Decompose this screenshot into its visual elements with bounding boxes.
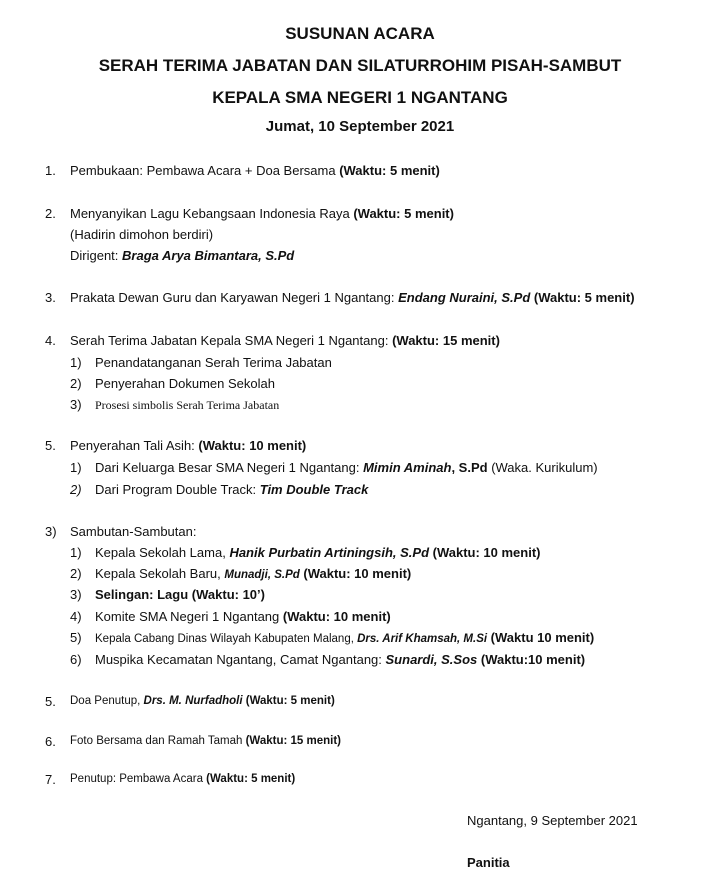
sublist-number: 4) (70, 609, 82, 624)
list-item: Prakata Dewan Guru dan Karyawan Negeri 1 Ngantang: Endang Nuraini, S.Pd (Waktu: 5 menit) (70, 290, 635, 305)
sublist-item: Kepala Sekolah Lama, Hanik Purbatin Artiningsih, S.Pd (Waktu: 10 menit) (95, 545, 541, 560)
sublist-number: 3) (70, 397, 82, 412)
sublist-number: 6) (70, 652, 82, 667)
sublist-item: Dari Program Double Track: Tim Double Track (95, 482, 369, 497)
page-title-1: SUSUNAN ACARA (285, 24, 435, 43)
sublist-item: Kepala Sekolah Baru, Munadji, S.Pd (Waktu: 10 menit) (95, 566, 412, 581)
list-item: Foto Bersama dan Ramah Tamah (Waktu: 15 menit) (70, 735, 341, 747)
sublist-item: Prosesi simbolis Serah Terima Jabatan (95, 398, 280, 412)
list-number: 5. (45, 694, 56, 709)
page-date: Jumat, 10 September 2021 (265, 118, 455, 135)
list-item: Serah Terima Jabatan Kepala SMA Negeri 1 Ngantang: (Waktu: 15 menit) (70, 333, 500, 348)
sublist-item: Selingan: Lagu (Waktu: 10’) (95, 587, 265, 602)
sublist-number: 1) (70, 460, 82, 475)
list-note: Dirigent: Braga Arya Bimantara, S.Pd (70, 248, 295, 263)
list-item: Sambutan-Sambutan: (70, 524, 197, 539)
list-item: Penyerahan Tali Asih: (Waktu: 10 menit) (70, 438, 307, 453)
page-title-3: KEPALA SMA NEGERI 1 NGANTANG (212, 88, 508, 107)
list-note: (Hadirin dimohon berdiri) (70, 227, 214, 242)
sublist-item: Kepala Cabang Dinas Wilayah Kabupaten Malang, Drs. Arif Khamsah, M.Si (Waktu 10 menit) (95, 630, 595, 645)
sublist-item: Muspika Kecamatan Ngantang, Camat Ngantang: Sunardi, S.Sos (Waktu:10 menit) (95, 652, 586, 667)
list-item: Pembukaan: Pembawa Acara + Doa Bersama (Waktu: 5 menit) (70, 163, 440, 178)
list-item: Penutup: Pembawa Acara (Waktu: 5 menit) (70, 773, 296, 785)
sublist-number: 5) (70, 630, 82, 645)
sublist-item: Komite SMA Negeri 1 Ngantang (Waktu: 10 menit) (95, 609, 391, 624)
sublist-number: 1) (70, 355, 82, 370)
list-item: Menyanyikan Lagu Kebangsaan Indonesia Raya (Waktu: 5 menit) (70, 206, 454, 221)
list-item: Doa Penutup, Drs. M. Nurfadholi (Waktu: 5 menit) (70, 695, 335, 707)
sublist-number: 3) (70, 587, 82, 602)
list-number: 5. (45, 438, 56, 453)
list-number: 2. (45, 206, 56, 221)
sublist-item: Dari Keluarga Besar SMA Negeri 1 Ngantang: Mimin Aminah, S.Pd (Waka. Kurikulum) (95, 460, 598, 475)
signature-place-date: Ngantang, 9 September 2021 (467, 813, 638, 828)
sublist-number: 2) (70, 482, 82, 497)
list-number: 4. (45, 333, 56, 348)
sublist-number: 1) (70, 545, 82, 560)
list-number: 3) (45, 524, 57, 539)
sublist-item: Penandatanganan Serah Terima Jabatan (95, 355, 332, 370)
list-number: 3. (45, 290, 56, 305)
sublist-number: 2) (70, 376, 82, 391)
signature-signer: Panitia (467, 855, 510, 870)
sublist-item: Penyerahan Dokumen Sekolah (95, 376, 275, 391)
sublist-number: 2) (70, 566, 82, 581)
list-number: 6. (45, 734, 56, 749)
list-number: 7. (45, 772, 56, 787)
page-title-2: SERAH TERIMA JABATAN DAN SILATURROHIM PISAH-SAMBUT (98, 56, 622, 75)
list-number: 1. (45, 163, 56, 178)
